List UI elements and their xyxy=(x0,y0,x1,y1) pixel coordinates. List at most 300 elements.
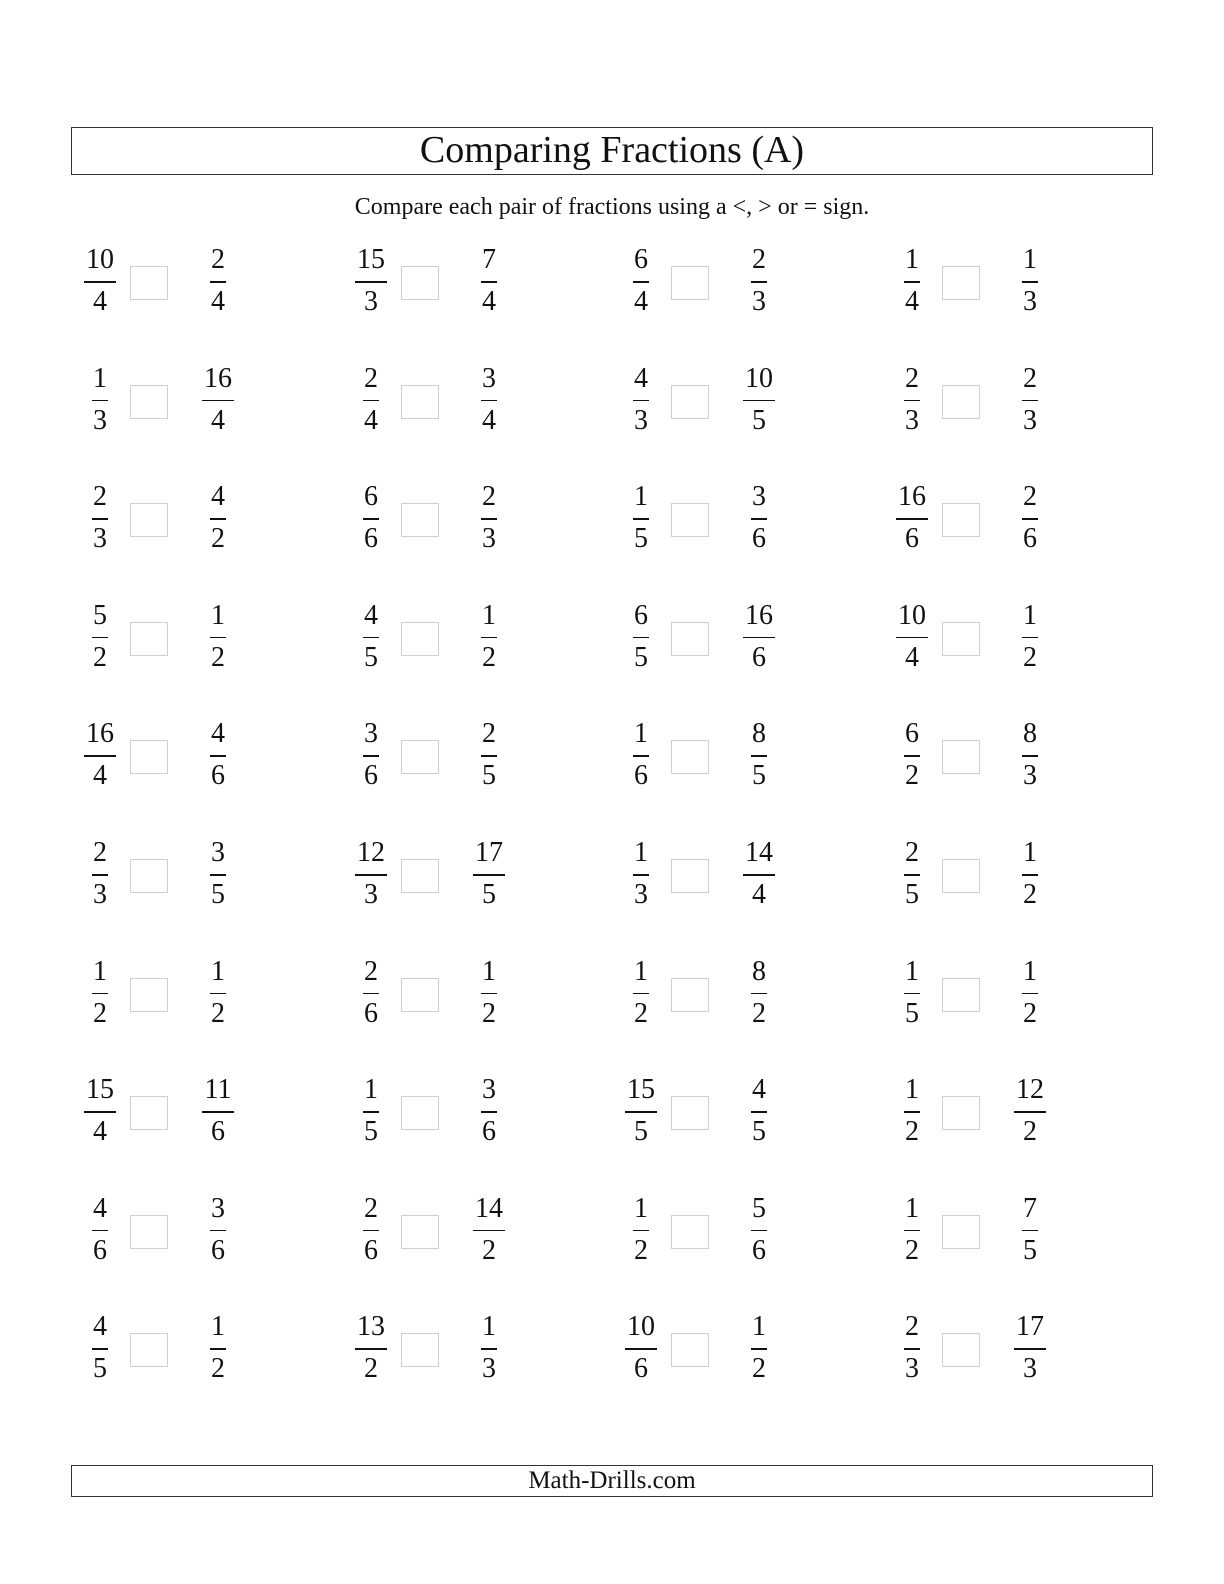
denominator: 6 xyxy=(752,1234,766,1266)
fraction-bar xyxy=(92,637,108,639)
denominator: 6 xyxy=(905,523,919,555)
answer-box[interactable] xyxy=(130,503,168,537)
denominator: 3 xyxy=(905,404,919,436)
numerator: 3 xyxy=(482,362,496,394)
footer: Math-Drills.com xyxy=(71,1465,1153,1497)
answer-box[interactable] xyxy=(401,1096,439,1130)
numerator: 2 xyxy=(482,718,496,750)
fraction-left xyxy=(884,712,940,802)
numerator: 10 xyxy=(627,1311,655,1343)
fraction-bar xyxy=(751,1348,767,1350)
fraction-bar xyxy=(210,1230,226,1232)
fraction-bar xyxy=(1022,281,1038,283)
fraction-left xyxy=(343,1305,399,1395)
fraction-right xyxy=(1002,712,1058,802)
fraction-right xyxy=(1002,1305,1058,1395)
answer-box[interactable] xyxy=(942,1215,980,1249)
fraction-bar xyxy=(904,755,920,757)
answer-box[interactable] xyxy=(942,1333,980,1367)
numerator: 1 xyxy=(1023,955,1037,987)
numerator: 2 xyxy=(364,1192,378,1224)
fraction-bar xyxy=(751,1111,767,1113)
fraction-bar xyxy=(481,1348,497,1350)
fraction-left xyxy=(884,831,940,921)
fraction-right xyxy=(190,1187,246,1277)
denominator: 5 xyxy=(905,997,919,1029)
answer-box[interactable] xyxy=(401,1333,439,1367)
answer-box[interactable] xyxy=(130,740,168,774)
numerator: 2 xyxy=(905,1311,919,1343)
fraction-left xyxy=(613,950,669,1040)
answer-box[interactable] xyxy=(942,385,980,419)
fraction-bar xyxy=(202,400,234,402)
fraction-left xyxy=(72,1187,128,1277)
answer-box[interactable] xyxy=(401,978,439,1012)
denominator: 2 xyxy=(634,1234,648,1266)
answer-box[interactable] xyxy=(671,740,709,774)
denominator: 4 xyxy=(93,1116,107,1148)
denominator: 2 xyxy=(1023,879,1037,910)
comparison-problem xyxy=(884,357,1074,447)
answer-box[interactable] xyxy=(671,266,709,300)
fraction-right xyxy=(190,950,246,1040)
denominator: 5 xyxy=(905,879,919,910)
comparison-problem xyxy=(72,1187,262,1277)
numerator: 5 xyxy=(93,599,107,631)
comparison-problem xyxy=(343,831,533,921)
fraction-right xyxy=(1002,1187,1058,1277)
denominator: 5 xyxy=(482,760,496,792)
fraction-bar xyxy=(1022,518,1038,520)
comparison-problem xyxy=(343,357,533,447)
fraction-bar xyxy=(210,281,226,283)
fraction-right xyxy=(461,357,517,447)
answer-box[interactable] xyxy=(130,622,168,656)
answer-box[interactable] xyxy=(942,740,980,774)
fraction-right xyxy=(461,1305,517,1395)
fraction-bar xyxy=(363,755,379,757)
answer-box[interactable] xyxy=(942,266,980,300)
comparison-problem xyxy=(72,1068,262,1158)
comparison-problem xyxy=(884,475,1074,565)
denominator: 3 xyxy=(1023,286,1037,317)
numerator: 1 xyxy=(482,599,496,631)
fraction-left xyxy=(613,1305,669,1395)
denominator: 4 xyxy=(482,286,496,317)
numerator: 7 xyxy=(1023,1192,1037,1224)
fraction-bar xyxy=(210,518,226,520)
denominator: 2 xyxy=(1023,1116,1037,1148)
answer-box[interactable] xyxy=(942,978,980,1012)
comparison-problem xyxy=(72,475,262,565)
denominator: 3 xyxy=(1023,760,1037,792)
denominator: 5 xyxy=(634,523,648,555)
comparison-problem xyxy=(343,1187,533,1277)
denominator: 3 xyxy=(93,523,107,555)
fraction-bar xyxy=(92,400,108,402)
denominator: 3 xyxy=(1023,1353,1037,1385)
fraction-bar xyxy=(481,281,497,283)
denominator: 3 xyxy=(93,879,107,910)
comparison-problem xyxy=(613,357,803,447)
fraction-bar xyxy=(210,755,226,757)
denominator: 3 xyxy=(482,1353,496,1385)
denominator: 6 xyxy=(752,641,766,673)
fraction-right xyxy=(461,1068,517,1158)
fraction-bar xyxy=(904,1111,920,1113)
numerator: 1 xyxy=(211,1311,225,1343)
fraction-left xyxy=(72,594,128,684)
fraction-left xyxy=(613,831,669,921)
fraction-left xyxy=(343,831,399,921)
numerator: 4 xyxy=(752,1074,766,1106)
numerator: 17 xyxy=(1016,1311,1044,1343)
answer-box[interactable] xyxy=(942,622,980,656)
numerator: 1 xyxy=(1023,837,1037,868)
worksheet-title: Comparing Fractions (A) xyxy=(71,127,1153,175)
numerator: 6 xyxy=(905,718,919,750)
comparison-problem xyxy=(343,712,533,802)
fraction-right xyxy=(190,831,246,921)
fraction-right xyxy=(190,475,246,565)
fraction-left xyxy=(343,594,399,684)
answer-box[interactable] xyxy=(671,1096,709,1130)
fraction-bar xyxy=(92,874,108,876)
fraction-bar xyxy=(633,755,649,757)
fraction-bar xyxy=(210,637,226,639)
denominator: 5 xyxy=(752,1116,766,1148)
fraction-left xyxy=(72,357,128,447)
numerator: 1 xyxy=(634,837,648,868)
denominator: 6 xyxy=(364,1234,378,1266)
fraction-left xyxy=(343,950,399,1040)
denominator: 2 xyxy=(482,1234,496,1266)
fraction-left xyxy=(343,357,399,447)
fraction-bar xyxy=(202,1111,234,1113)
numerator: 1 xyxy=(211,955,225,987)
answer-box[interactable] xyxy=(671,1215,709,1249)
answer-box[interactable] xyxy=(130,1333,168,1367)
numerator: 11 xyxy=(204,1074,232,1106)
denominator: 6 xyxy=(634,760,648,792)
fraction-bar xyxy=(84,755,116,757)
fraction-bar xyxy=(363,1230,379,1232)
denominator: 4 xyxy=(905,286,919,317)
fraction-right xyxy=(1002,475,1058,565)
denominator: 6 xyxy=(1023,523,1037,555)
denominator: 5 xyxy=(752,404,766,436)
fraction-right xyxy=(461,950,517,1040)
comparison-problem xyxy=(884,831,1074,921)
fraction-bar xyxy=(92,518,108,520)
comparison-problem xyxy=(884,1187,1074,1277)
answer-box[interactable] xyxy=(401,503,439,537)
fraction-right xyxy=(1002,950,1058,1040)
comparison-problem xyxy=(884,1305,1074,1395)
fraction-left xyxy=(884,357,940,447)
denominator: 5 xyxy=(93,1353,107,1385)
denominator: 2 xyxy=(482,641,496,673)
numerator: 1 xyxy=(905,955,919,987)
numerator: 1 xyxy=(1023,244,1037,275)
denominator: 6 xyxy=(364,760,378,792)
fraction-right xyxy=(1002,594,1058,684)
numerator: 3 xyxy=(482,1074,496,1106)
fraction-bar xyxy=(904,1230,920,1232)
fraction-bar xyxy=(896,637,928,639)
fraction-bar xyxy=(896,518,928,520)
fraction-right xyxy=(731,1305,787,1395)
numerator: 16 xyxy=(86,718,114,750)
denominator: 3 xyxy=(634,404,648,436)
denominator: 2 xyxy=(905,1116,919,1148)
fraction-right xyxy=(190,238,246,328)
answer-box[interactable] xyxy=(942,1096,980,1130)
numerator: 12 xyxy=(1016,1074,1044,1106)
fraction-bar xyxy=(1022,637,1038,639)
fraction-right xyxy=(731,712,787,802)
fraction-bar xyxy=(84,1111,116,1113)
numerator: 4 xyxy=(211,481,225,513)
fraction-right xyxy=(461,712,517,802)
fraction-left xyxy=(613,238,669,328)
answer-box[interactable] xyxy=(401,266,439,300)
numerator: 4 xyxy=(93,1192,107,1224)
fraction-right xyxy=(731,1068,787,1158)
comparison-problem xyxy=(343,475,533,565)
denominator: 2 xyxy=(93,641,107,673)
numerator: 1 xyxy=(482,955,496,987)
numerator: 10 xyxy=(745,362,773,394)
denominator: 4 xyxy=(634,286,648,317)
numerator: 10 xyxy=(898,599,926,631)
fraction-bar xyxy=(481,755,497,757)
numerator: 1 xyxy=(905,244,919,275)
numerator: 1 xyxy=(211,599,225,631)
denominator: 4 xyxy=(93,286,107,317)
numerator: 2 xyxy=(364,362,378,394)
answer-box[interactable] xyxy=(401,859,439,893)
fraction-bar xyxy=(481,400,497,402)
denominator: 6 xyxy=(634,1353,648,1385)
fraction-bar xyxy=(751,993,767,995)
answer-box[interactable] xyxy=(942,859,980,893)
fraction-bar xyxy=(481,518,497,520)
denominator: 2 xyxy=(211,641,225,673)
denominator: 4 xyxy=(905,641,919,673)
fraction-right xyxy=(190,594,246,684)
denominator: 5 xyxy=(211,879,225,910)
numerator: 6 xyxy=(634,244,648,275)
fraction-right xyxy=(461,831,517,921)
numerator: 16 xyxy=(204,362,232,394)
comparison-problem xyxy=(72,712,262,802)
fraction-bar xyxy=(751,755,767,757)
fraction-bar xyxy=(92,1230,108,1232)
denominator: 3 xyxy=(1023,404,1037,436)
fraction-right xyxy=(731,950,787,1040)
answer-box[interactable] xyxy=(401,740,439,774)
fraction-left xyxy=(72,712,128,802)
numerator: 1 xyxy=(905,1074,919,1106)
comparison-problem xyxy=(613,712,803,802)
fraction-left xyxy=(884,1187,940,1277)
fraction-right xyxy=(731,357,787,447)
fraction-bar xyxy=(363,400,379,402)
fraction-right xyxy=(461,1187,517,1277)
denominator: 2 xyxy=(93,997,107,1029)
instructions: Compare each pair of fractions using a <, > or = sign. xyxy=(354,194,870,220)
fraction-bar xyxy=(355,281,387,283)
fraction-left xyxy=(613,594,669,684)
fraction-bar xyxy=(904,281,920,283)
denominator: 4 xyxy=(364,404,378,436)
fraction-left xyxy=(884,1068,940,1158)
denominator: 6 xyxy=(364,523,378,555)
numerator: 1 xyxy=(752,1311,766,1343)
fraction-right xyxy=(190,712,246,802)
fraction-bar xyxy=(633,400,649,402)
fraction-left xyxy=(613,1187,669,1277)
fraction-left xyxy=(613,475,669,565)
answer-box[interactable] xyxy=(130,1096,168,1130)
fraction-bar xyxy=(84,281,116,283)
comparison-problem xyxy=(613,1068,803,1158)
fraction-bar xyxy=(633,518,649,520)
denominator: 3 xyxy=(93,404,107,436)
denominator: 2 xyxy=(211,523,225,555)
denominator: 5 xyxy=(752,760,766,792)
comparison-problem xyxy=(343,950,533,1040)
answer-box[interactable] xyxy=(401,1215,439,1249)
numerator: 8 xyxy=(752,955,766,987)
denominator: 5 xyxy=(482,879,496,910)
fraction-right xyxy=(461,594,517,684)
numerator: 2 xyxy=(752,244,766,275)
numerator: 2 xyxy=(1023,362,1037,394)
fraction-bar xyxy=(473,1230,505,1232)
fraction-bar xyxy=(904,993,920,995)
fraction-right xyxy=(190,357,246,447)
answer-box[interactable] xyxy=(130,266,168,300)
numerator: 14 xyxy=(475,1192,503,1224)
denominator: 3 xyxy=(364,286,378,317)
answer-box[interactable] xyxy=(671,622,709,656)
denominator: 2 xyxy=(905,760,919,792)
denominator: 5 xyxy=(364,641,378,673)
answer-box[interactable] xyxy=(130,859,168,893)
answer-box[interactable] xyxy=(671,978,709,1012)
denominator: 5 xyxy=(634,641,648,673)
fraction-left xyxy=(72,831,128,921)
numerator: 15 xyxy=(86,1074,114,1106)
denominator: 6 xyxy=(211,1116,225,1148)
fraction-bar xyxy=(473,874,505,876)
answer-box[interactable] xyxy=(671,385,709,419)
fraction-bar xyxy=(363,637,379,639)
answer-box[interactable] xyxy=(130,1215,168,1249)
numerator: 14 xyxy=(745,837,773,868)
numerator: 1 xyxy=(93,955,107,987)
answer-box[interactable] xyxy=(130,978,168,1012)
numerator: 2 xyxy=(905,362,919,394)
denominator: 3 xyxy=(482,523,496,555)
fraction-right xyxy=(190,1068,246,1158)
answer-box[interactable] xyxy=(401,622,439,656)
numerator: 1 xyxy=(905,1192,919,1224)
answer-box[interactable] xyxy=(130,385,168,419)
fraction-left xyxy=(72,950,128,1040)
denominator: 6 xyxy=(211,760,225,792)
answer-box[interactable] xyxy=(401,385,439,419)
denominator: 4 xyxy=(211,286,225,317)
fraction-right xyxy=(731,594,787,684)
numerator: 5 xyxy=(752,1192,766,1224)
fraction-left xyxy=(343,475,399,565)
fraction-bar xyxy=(355,874,387,876)
answer-box[interactable] xyxy=(942,503,980,537)
denominator: 2 xyxy=(634,997,648,1029)
numerator: 4 xyxy=(211,718,225,750)
comparison-problem xyxy=(884,712,1074,802)
numerator: 16 xyxy=(745,599,773,631)
fraction-bar xyxy=(904,1348,920,1350)
fraction-bar xyxy=(355,1348,387,1350)
fraction-bar xyxy=(743,637,775,639)
numerator: 8 xyxy=(752,718,766,750)
numerator: 1 xyxy=(1023,599,1037,631)
fraction-bar xyxy=(363,1111,379,1113)
denominator: 3 xyxy=(752,286,766,317)
comparison-problem xyxy=(613,594,803,684)
fraction-bar xyxy=(481,637,497,639)
fraction-left xyxy=(72,475,128,565)
fraction-bar xyxy=(1014,1348,1046,1350)
fraction-left xyxy=(343,238,399,328)
fraction-bar xyxy=(1022,400,1038,402)
comparison-problem xyxy=(884,238,1074,328)
fraction-right xyxy=(731,1187,787,1277)
fraction-bar xyxy=(633,874,649,876)
answer-box[interactable] xyxy=(671,859,709,893)
fraction-bar xyxy=(625,1111,657,1113)
fraction-bar xyxy=(633,281,649,283)
fraction-left xyxy=(72,238,128,328)
denominator: 3 xyxy=(905,1353,919,1385)
numerator: 1 xyxy=(634,1192,648,1224)
fraction-left xyxy=(343,712,399,802)
fraction-bar xyxy=(1022,993,1038,995)
numerator: 1 xyxy=(482,1311,496,1343)
fraction-right xyxy=(731,475,787,565)
numerator: 12 xyxy=(357,837,385,868)
fraction-bar xyxy=(1014,1111,1046,1113)
fraction-left xyxy=(884,950,940,1040)
comparison-problem xyxy=(72,594,262,684)
fraction-bar xyxy=(1022,874,1038,876)
numerator: 6 xyxy=(364,481,378,513)
denominator: 2 xyxy=(482,997,496,1029)
numerator: 2 xyxy=(1023,481,1037,513)
answer-box[interactable] xyxy=(671,503,709,537)
fraction-bar xyxy=(481,1111,497,1113)
fraction-left xyxy=(343,1068,399,1158)
comparison-problem xyxy=(884,1068,1074,1158)
fraction-left xyxy=(613,1068,669,1158)
answer-box[interactable] xyxy=(671,1333,709,1367)
comparison-problem xyxy=(613,831,803,921)
fraction-bar xyxy=(904,874,920,876)
